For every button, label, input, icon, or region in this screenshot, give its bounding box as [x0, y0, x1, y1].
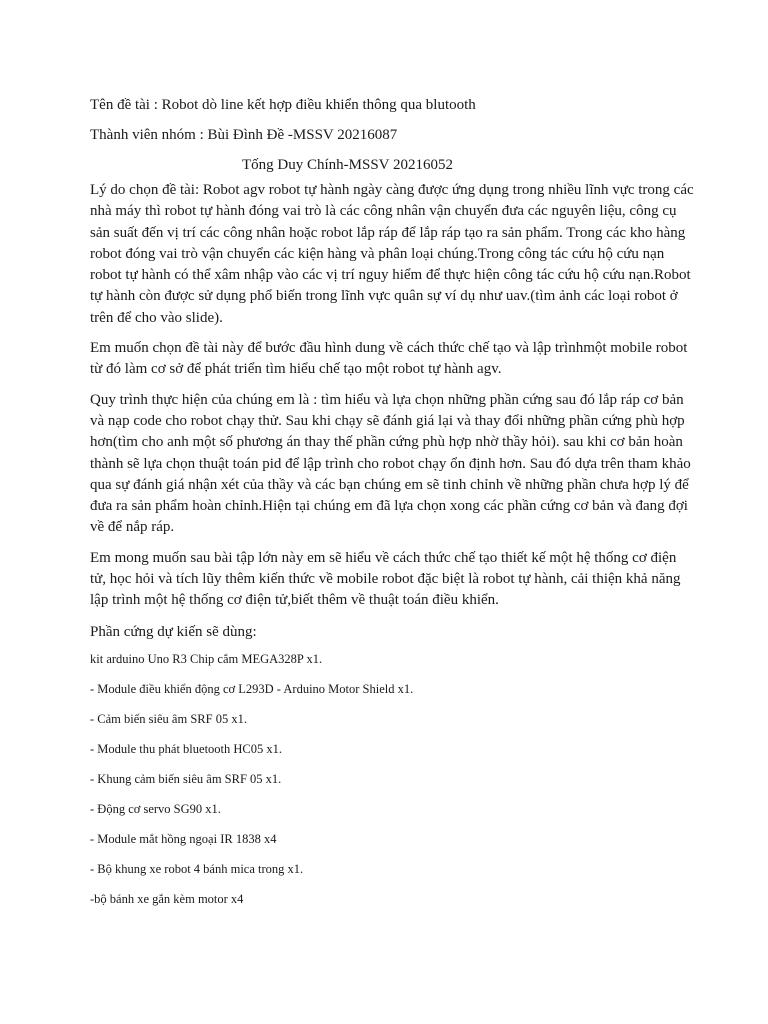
- document-title: Tên đề tài : Robot dò line kết hợp điều khiển thông qua blutooth: [90, 97, 476, 113]
- list-item: - Module điều khiển động cơ L293D - Arduino Motor Shield x1.: [90, 681, 414, 696]
- paragraph-process: Quy trình thực hiện của chúng em là : tìm hiểu và lựa chọn những phần cứng sau đó lắp ráp cơ bản và nạp code cho robot chạy thử. Sau khi chạy sẽ đánh giá lại và thay đổi những phần cứng phù hợp hơn(tìm cho anh một số phương án thay thế phần cứng phù hợp nhờ thầy hỏi). sau khi cơ bản hoàn thành sẽ lựa chọn thuật toán pid để lập trình cho robot chạy ổn định hơn. Sau đó dựa trên tham khảo qua sự đánh giá nhận xét của thầy và các bạn chúng em sẽ tinh chỉnh về những phần chưa hợp lý để đưa ra sản phẩm hoàn chỉnh.Hiện tại chúng em đã lựa chọn xong các phần cứng cơ bản và đang đợi về để nắp ráp.: [90, 391, 691, 536]
- paragraph-expectation: Em mong muốn sau bài tập lớn này em sẽ hiểu về cách thức chế tạo thiết kế một hệ thống cơ điện tử, học hỏi và tích lũy thêm kiến thức về mobile robot đặc biệt là robot tự hành, cải thiện khả năng lập trình một hệ thống cơ điện tử,biết thêm về thuật toán điều khiển.: [90, 549, 681, 609]
- team-members-line: Thành viên nhóm : Bùi Đình Đề -MSSV 20216087: [90, 127, 398, 143]
- list-item: - Module mắt hồng ngoại IR 1838 x4: [90, 831, 277, 846]
- paragraph-motivation: Em muốn chọn đề tài này để bước đầu hình dung về cách thức chế tạo và lập trìnhmột mobile robot từ đó làm cơ sở để phát triển tìm hiểu chế tạo một robot tự hành agv.: [90, 340, 688, 378]
- paragraph-reason: Lý do chọn đề tài: Robot agv robot tự hành ngày càng được ứng dụng trong nhiều lĩnh vực trong các nhà máy thì robot tự hành đóng vai trò là các công nhân vận chuyển đưa các nguyên liệu, công cụ sản suất đến vị trí các công nhân hoặc robot lắp ráp để lắp ráp tạo ra sản phẩm. Trong các kho hàng robot đóng vai trò vận chuyển các kiện hàng và phân loại chúng.Trong công tác cứu hộ cứu nạn robot tự hành có thể xâm nhập vào các vị trí nguy hiểm để thực hiện công tác cứu hộ cứu nạn.Robot tự hành còn được sử dụng phổ biến trong lĩnh vực quân sự ví dụ như uav.(tìm ảnh các loại robot ở trên để cho vào slide).: [90, 182, 694, 326]
- list-item: - Động cơ servo SG90 x1.: [90, 801, 221, 816]
- list-item: -bộ bánh xe gắn kèm motor x4: [90, 891, 244, 906]
- hardware-list: [90, 651, 694, 921]
- team-member-2: Tống Duy Chính-MSSV 20216052: [242, 157, 453, 173]
- hardware-heading: Phần cứng dự kiến sẽ dùng:: [90, 623, 257, 640]
- list-item: - Module thu phát bluetooth HC05 x1.: [90, 741, 282, 756]
- list-item: - Bộ khung xe robot 4 bánh mica trong x1.: [90, 861, 304, 876]
- list-item: - Cảm biến siêu âm SRF 05 x1.: [90, 711, 247, 726]
- list-item: kit arduino Uno R3 Chip cắm MEGA328P x1.: [90, 651, 323, 666]
- list-item: - Khung cảm biến siêu âm SRF 05 x1.: [90, 771, 282, 786]
